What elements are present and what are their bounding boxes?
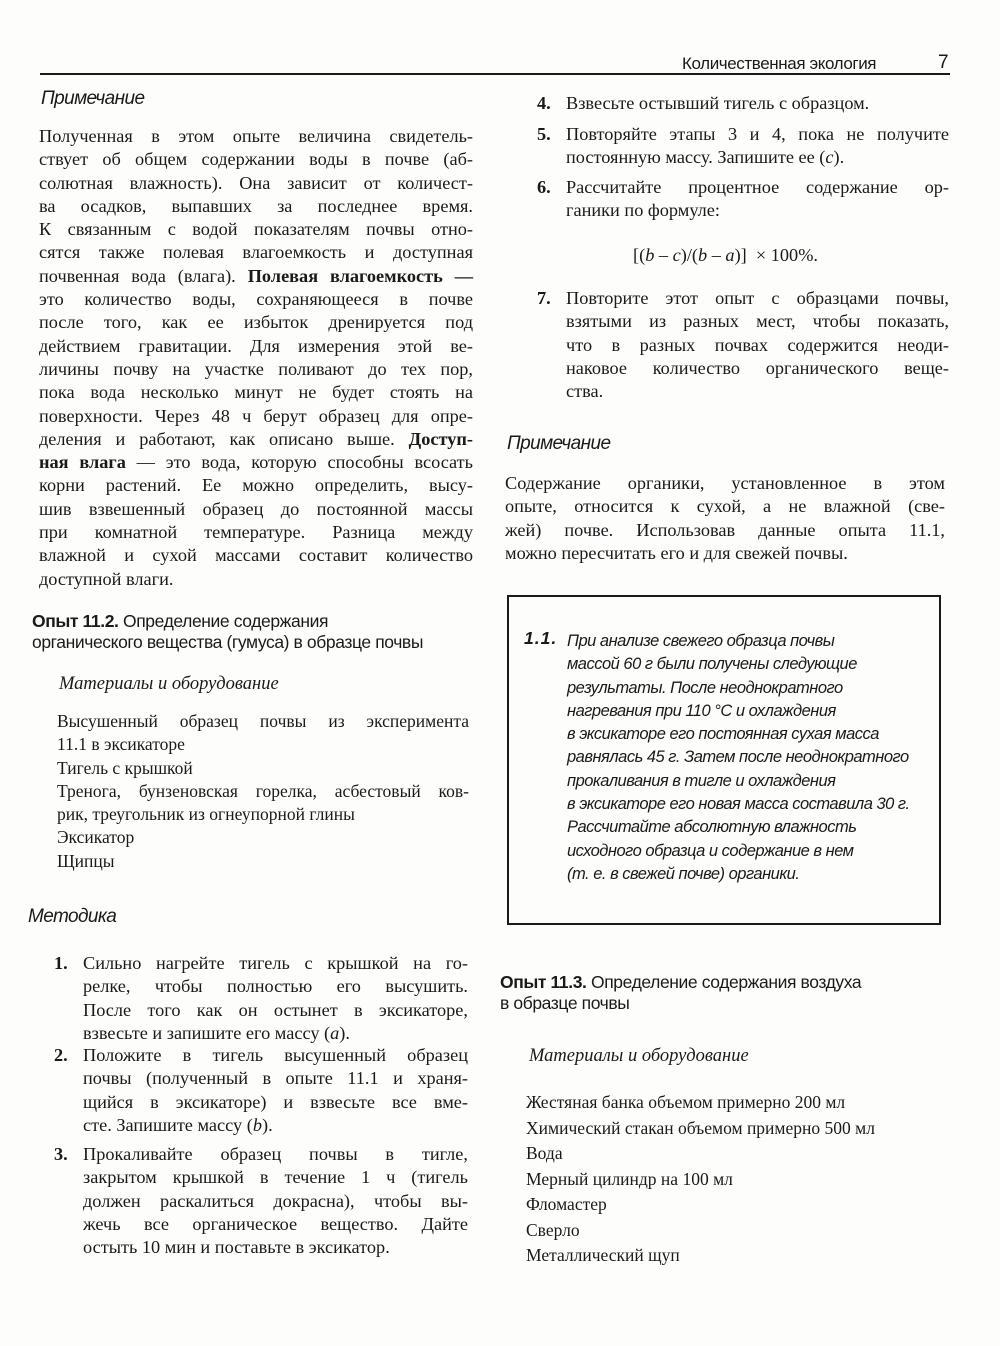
step-line: ства. — [566, 381, 604, 402]
note-text: — это вода, которую способны всосать — [125, 452, 473, 473]
method-step-6 — [537, 176, 949, 224]
note-line: Полученная в этом опыте величина свидетель- — [39, 126, 473, 146]
running-head-title: Количественная экология — [682, 54, 877, 73]
method-step-1 — [54, 952, 468, 1047]
materials-item: Жестяная банка объемом примерно 200 мл — [526, 1092, 846, 1112]
materials-heading-right: Материалы и оборудование — [529, 1046, 749, 1066]
variable-a: a — [330, 1022, 340, 1043]
materials-item: Вода — [526, 1143, 563, 1163]
step-number: 7. — [537, 288, 551, 308]
formula-part: – — [654, 245, 673, 265]
method-heading: Методика — [28, 906, 117, 927]
note-line: личины почву на участке поливают до тех пор, — [39, 358, 473, 379]
step-number: 5. — [537, 124, 551, 144]
term-field-capacity: Полевая влагоемкость — — [247, 265, 473, 286]
step-number: 2. — [54, 1045, 68, 1065]
note-line: можно пересчитать его и для свежей почвы. — [505, 542, 848, 563]
page-number: 7 — [938, 52, 949, 73]
variable-b: b — [252, 1114, 262, 1135]
note-line: ва осадков, выпавших за последнее время. — [39, 195, 473, 216]
materials-heading-left: Материалы и оборудование — [59, 674, 279, 694]
step-line — [83, 1114, 468, 1137]
materials-item: Высушенный образец почвы из эксперимента — [57, 711, 469, 731]
note-line: жей) почве. Использовав данные опыта 11.1, — [505, 519, 945, 540]
step-line: Положите в тигель высушенный образец — [83, 1045, 468, 1065]
problem-line: результаты. После неоднократного — [567, 678, 843, 697]
problem-line: в эксикаторе его новая масса составила 30 г. — [567, 795, 910, 814]
method-step-4 — [537, 92, 949, 116]
step-line: релке, чтобы полностью его высушить. — [83, 976, 468, 997]
variable-a: a — [725, 245, 735, 265]
problem-line: Рассчитайте абсолютную влажность — [567, 818, 857, 837]
variable-c: c — [672, 245, 681, 265]
step-number: 3. — [54, 1144, 68, 1164]
formula-part: [( — [633, 245, 646, 265]
note-line: влажной и сухой массами составит количество — [39, 545, 473, 566]
materials-item: Эксикатор — [57, 827, 135, 848]
step-number: 6. — [537, 177, 551, 197]
experiment-11-2-heading — [32, 611, 492, 653]
step-line: взятыми из разных мест, чтобы показать, — [566, 311, 949, 332]
step-line: Сильно нагрейте тигель с крышкой на го- — [83, 953, 468, 973]
formula-part: )] — [734, 245, 747, 265]
step-line: ганики по формуле: — [566, 200, 720, 221]
note-line — [39, 428, 473, 451]
step-number: 1. — [54, 953, 68, 973]
materials-item: 11.1 в эксикаторе — [57, 734, 185, 755]
step-line: Повторите этот опыт с образцами почвы, — [566, 288, 949, 308]
step-number: 4. — [537, 93, 551, 113]
note-line: при комнатной температуре. Разница между — [39, 522, 473, 543]
problem-line: в эксикаторе его постоянная сухая масса — [567, 725, 879, 744]
step-line: Повторяйте этапы 3 и 4, пока не получите — [566, 124, 949, 144]
problem-line: При анализе свежего образца почвы — [567, 632, 835, 650]
experiment-title: органического вещества (гумуса) в образце почвы — [32, 632, 424, 652]
materials-item: Металлический щуп — [526, 1245, 680, 1265]
step-line: наковое количество органического веще- — [566, 357, 949, 378]
problem-line: (т. е. в свежей почве) органики. — [567, 864, 800, 883]
step-line: остыть 10 мин и поставьте в эксикатор. — [83, 1237, 390, 1258]
note-line — [39, 451, 473, 474]
step-line: Взвесьте остывший тигель с образцом. — [566, 93, 870, 113]
step-text: ). — [833, 147, 845, 168]
header-rule — [40, 73, 950, 75]
note-line: это количество воды, сохраняющееся в почве — [39, 289, 473, 310]
note-line: шив взвешенный образец до постоянной массы — [39, 498, 473, 519]
variable-b: b — [698, 245, 708, 265]
note-line: пока вода несколько минут не будет стоять на — [39, 382, 473, 403]
note-line: солютная влажность). Она зависит от количест- — [39, 172, 473, 193]
experiment-title: Определение содержания воздуха — [591, 972, 862, 992]
problem-line: равнялась 45 г. Затем после неоднократного — [567, 748, 909, 767]
step-line: должен раскалиться докрасна), чтобы вы- — [83, 1190, 468, 1211]
problem-line: массой 60 г были получены следующие — [567, 655, 857, 674]
materials-list-right — [526, 1090, 946, 1269]
note-paragraph-left — [39, 125, 473, 591]
organic-content-formula — [633, 245, 818, 266]
materials-item: Щипцы — [57, 850, 115, 871]
problem-text — [567, 630, 927, 886]
problem-number: 1.1. — [524, 628, 558, 648]
formula-part: )/( — [680, 245, 698, 265]
formula-part: – — [707, 245, 726, 265]
materials-item: Фломастер — [526, 1194, 607, 1214]
problem-line: нагревания при 110 °С и охлаждения — [567, 701, 836, 720]
note-line: Содержание органики, установленное в этом — [505, 473, 945, 493]
note-heading-right: Примечание — [507, 433, 611, 454]
step-text: взвесьте и запишите его массу ( — [83, 1022, 331, 1043]
problem-line: прокаливания в тигле и охлаждения — [567, 771, 836, 790]
method-step-2 — [54, 1044, 468, 1139]
materials-list-left — [57, 710, 469, 873]
method-step-5 — [537, 123, 949, 171]
variable-c: c — [825, 147, 834, 168]
step-line — [566, 146, 949, 169]
note-line: корни растений. Ее можно определить, высу- — [39, 475, 473, 496]
materials-item: Сверло — [526, 1219, 580, 1240]
step-line: щийся в эксикаторе) и взвесьте все вме- — [83, 1091, 468, 1112]
method-step-7 — [537, 287, 949, 407]
step-line: жечь все органическое вещество. Дайте — [83, 1213, 468, 1234]
step-line: Рассчитайте процентное содержание ор- — [566, 177, 949, 197]
step-line: закрытом крышкой в течение 1 ч (тигель — [83, 1167, 468, 1188]
experiment-title: в образце почвы — [500, 993, 630, 1013]
step-text: постоянную массу. Запишите ее ( — [566, 147, 826, 168]
note-line: сятся также полевая влагоемкость и доступная — [39, 242, 473, 263]
note-paragraph-right — [505, 472, 945, 565]
note-text: деления и работают, как описано выше. — [39, 428, 409, 449]
experiment-11-3-heading — [500, 972, 960, 1014]
note-line — [39, 265, 473, 288]
step-line: Прокаливайте образец почвы в тигле, — [83, 1144, 468, 1164]
experiment-label: Опыт 11.2. — [32, 611, 119, 631]
note-text: почвенная вода (влага). — [39, 265, 248, 286]
method-step-3 — [54, 1143, 468, 1263]
step-line: После того как он остынет в эксикаторе, — [83, 999, 468, 1020]
note-line: К связанным с водой показателям почвы отно- — [39, 219, 473, 240]
materials-item: Тигель с крышкой — [57, 757, 193, 778]
materials-item: Химический стакан объемом примерно 500 мл — [526, 1117, 875, 1138]
step-text: ). — [261, 1114, 273, 1135]
step-line: почвы (полученный в опыте 11.1 и храня- — [83, 1068, 468, 1089]
problem-line: исходного образца и содержание в нем — [567, 841, 854, 860]
step-text: сте. Запишите массу ( — [83, 1114, 253, 1135]
step-text: ). — [339, 1022, 350, 1043]
note-line: после того, как ее избыток дренируется под — [39, 312, 473, 333]
materials-item: Мерный цилиндр на 100 мл — [526, 1168, 733, 1189]
note-line: доступной влаги. — [39, 568, 174, 589]
experiment-title: Определение содержания — [123, 611, 329, 631]
note-heading-left: Примечание — [41, 88, 145, 109]
materials-item: Тренога, бунзеновская горелка, асбестовый ков- — [57, 780, 469, 801]
materials-item: рик, треугольник из огнеупорной глины — [57, 804, 355, 825]
experiment-label: Опыт 11.3. — [500, 972, 587, 992]
note-line: поверхности. Через 48 ч берут образец для опре- — [39, 405, 473, 426]
term-available-water: Доступ- — [408, 428, 473, 449]
step-line — [83, 1022, 468, 1045]
note-line: ствует об общем содержании воды в почве (аб- — [39, 149, 473, 170]
step-line: что в разных почвах содержится неоди- — [566, 334, 949, 355]
variable-b: b — [645, 245, 655, 265]
formula-part: × 100%. — [746, 245, 818, 265]
note-line: действием гравитации. Для измерения этой ве- — [39, 335, 473, 356]
note-line: опыте, относится к сухой, а не влажной (све- — [505, 496, 945, 517]
term-available-water: ная влага — [39, 452, 126, 473]
